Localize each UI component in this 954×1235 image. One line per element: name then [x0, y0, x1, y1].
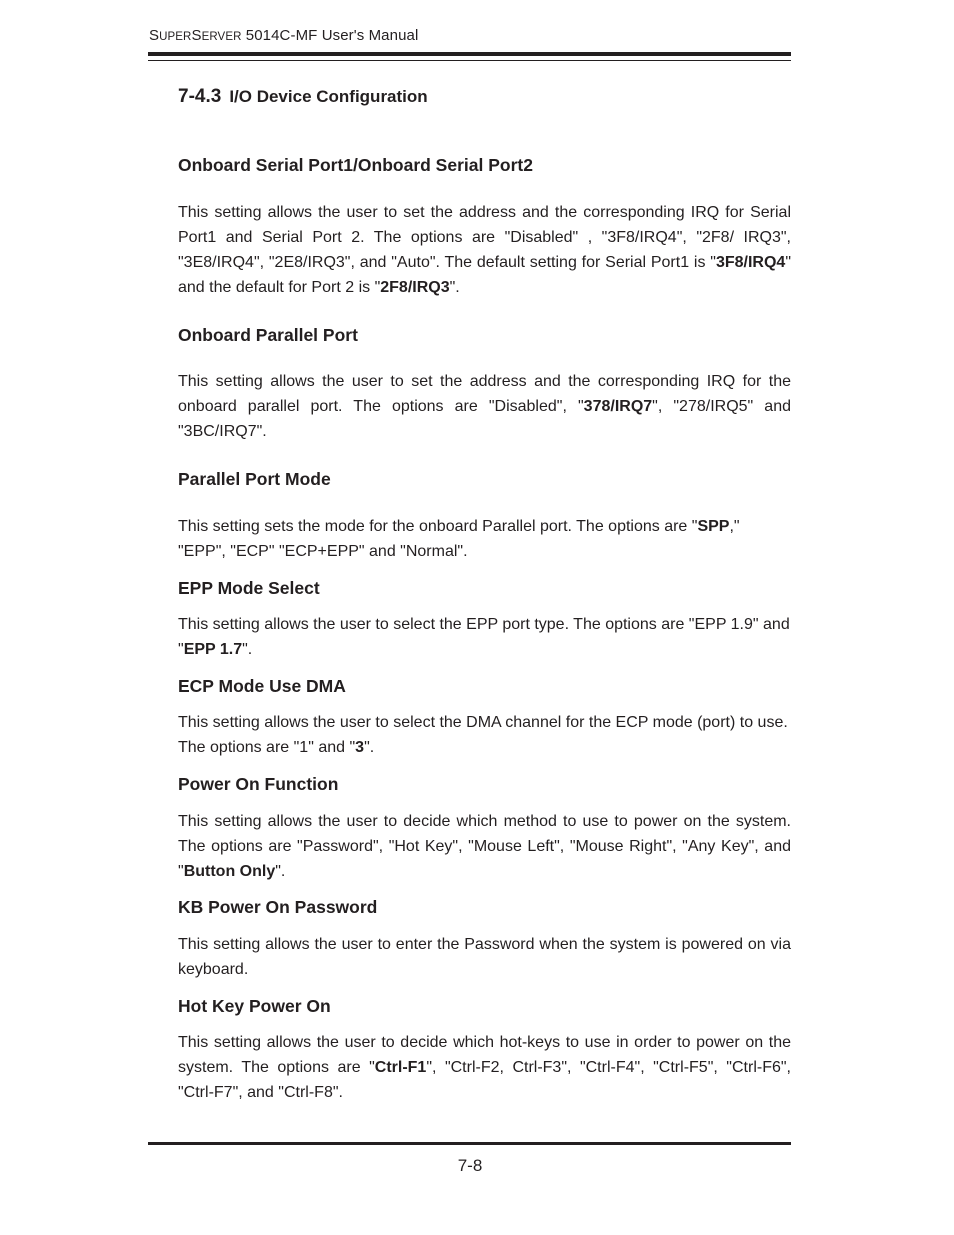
para-onboard-serial-port: This setting allows the user to set the address and the corresponding IRQ for Serial Port1 and Serial Port 2. The options are "Disabled" , "3F8/IRQ4", "2F8/ IRQ3", "3E8/IRQ4", "2E8/IRQ3", and "Auto". The default setting for Serial Port1 is "3F8/IRQ4" and the default for Port 2 is "2F8/IRQ3".	[178, 204, 791, 296]
heading-power-on-function: Power On Function	[178, 774, 339, 794]
header-rule-thin	[148, 60, 791, 61]
section-heading: I/O Device Configuration	[229, 87, 428, 106]
para-parallel-port-mode: This setting sets the mode for the onboard Parallel port. The options are "SPP," "EPP", "ECP" "ECP+EPP" and "Normal".	[178, 518, 740, 560]
para-hot-key-power-on: This setting allows the user to decide which hot-keys to use in order to power on the system. The options are "Ctrl-F1", "Ctrl-F2, Ctrl-F3", "Ctrl-F4", "Ctrl-F5", "Ctrl-F6", "Ctrl-F7", and "Ctrl-F8".	[178, 1034, 791, 1101]
heading-kb-power-on-password: KB Power On Password	[178, 897, 378, 917]
heading-onboard-parallel-port: Onboard Parallel Port	[178, 325, 358, 345]
para-ecp-mode-use-dma: This setting allows the user to select the DMA channel for the ECP mode (port) to use. The options are "1" and "3".	[178, 714, 788, 756]
running-header: SUPERSERVER 5014C-MF User's Manual	[149, 27, 419, 44]
page-number: 7-8	[457, 1156, 483, 1175]
heading-hot-key-power-on: Hot Key Power On	[178, 996, 331, 1016]
section-title	[178, 86, 428, 108]
section-number: 7-4.3	[178, 86, 222, 107]
para-kb-power-on-password: This setting allows the user to enter the Password when the system is powered on via keyboard.	[178, 936, 791, 978]
heading-onboard-serial-port: Onboard Serial Port1/Onboard Serial Port2	[178, 155, 533, 175]
para-onboard-parallel-port: This setting allows the user to set the address and the corresponding IRQ for the onboard parallel port. The options are "Disabled", "378/IRQ7", "278/IRQ5" and "3BC/IRQ7".	[178, 373, 791, 440]
footer-rule	[148, 1142, 791, 1145]
heading-epp-mode-select: EPP Mode Select	[178, 578, 320, 598]
para-epp-mode-select: This setting allows the user to select the EPP port type. The options are "EPP 1.9" and "EPP 1.7".	[178, 616, 790, 658]
para-power-on-function: This setting allows the user to decide which method to use to power on the system. The options are "Password", "Hot Key", "Mouse Left", "Mouse Right", "Any Key", and "Button Only".	[178, 813, 791, 880]
heading-ecp-mode-use-dma: ECP Mode Use DMA	[178, 676, 346, 696]
header-rule-thick	[148, 52, 791, 56]
heading-parallel-port-mode: Parallel Port Mode	[178, 469, 331, 489]
